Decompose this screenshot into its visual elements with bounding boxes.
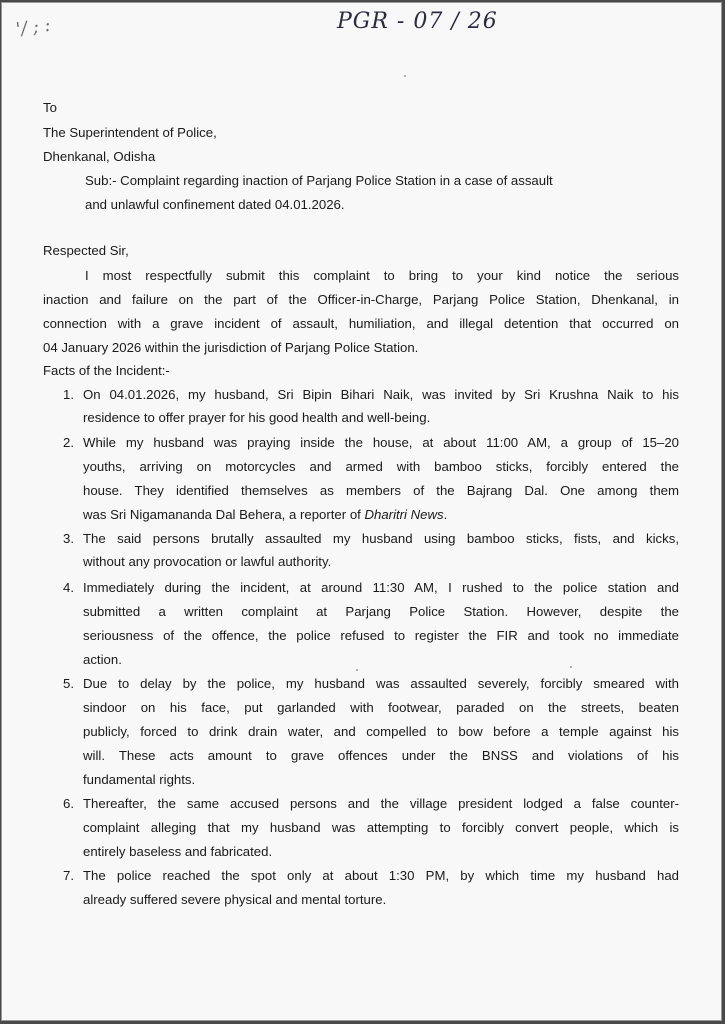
fact-line: publicly, forced to drink drain water, and compelled to bow before a temple against his xyxy=(83,724,679,739)
fact-line: action. xyxy=(83,652,122,667)
fact-line: residence to offer prayer for his good health and well-being. xyxy=(83,410,431,425)
fact-line: entirely baseless and fabricated. xyxy=(83,844,273,859)
fact-number: 5. xyxy=(63,676,74,691)
fact-line-end: . xyxy=(443,507,448,522)
fact-line: already suffered severe physical and mental torture. xyxy=(83,892,387,907)
fact-line: fundamental rights. xyxy=(83,772,196,787)
scanned-letter-page xyxy=(1,2,722,1021)
fact-line: While my husband was praying inside the house, at about 11:00 AM, a group of 15–20 xyxy=(83,435,679,450)
fact-line: without any provocation or lawful authority. xyxy=(83,554,332,569)
fact-line: Thereafter, the same accused persons and the village president lodged a false counter- xyxy=(83,796,679,811)
fact-line: house. They identified themselves as members of the Bajrang Dal. One among them xyxy=(83,483,679,498)
intro-line-1: I most respectfully submit this complaint to bring to your kind notice the serious xyxy=(85,268,679,283)
fact-line-with-italic xyxy=(83,503,679,527)
fact-number: 3. xyxy=(63,531,74,546)
corner-scribble: '/ ; : xyxy=(14,14,52,41)
fact-line: sindoor on his face, put garlanded with footwear, paraded on the streets, beaten xyxy=(83,700,679,715)
fact-number: 6. xyxy=(63,796,74,811)
fact-line: seriousness of the offence, the police refused to register the FIR and took no immediate xyxy=(83,628,679,643)
intro-line-2: inaction and failure on the part of the Officer-in-Charge, Parjang Police Station, Dhenkanal, in xyxy=(43,292,679,307)
subject-line-2: and unlawful confinement dated 04.01.2026. xyxy=(85,197,345,212)
fact-line: youths, arriving on motorcycles and armed with bamboo sticks, forcibly entered the xyxy=(83,459,679,474)
recipient-title: The Superintendent of Police, xyxy=(43,125,217,140)
fact-number: 1. xyxy=(63,387,74,402)
fact-line: On 04.01.2026, my husband, Sri Bipin Bihari Naik, was invited by Sri Krushna Naik to his xyxy=(83,387,679,402)
fact-number: 7. xyxy=(63,868,74,883)
fact-line: complaint alleging that my husband was attempting to forcibly convert people, which is xyxy=(83,820,679,835)
recipient-location: Dhenkanal, Odisha xyxy=(43,149,156,164)
subject-line-1: Sub:- Complaint regarding inaction of Parjang Police Station in a case of assault xyxy=(85,173,553,188)
fact-number: 2. xyxy=(63,435,74,450)
fact-line: The said persons brutally assaulted my husband using bamboo sticks, fists, and kicks, xyxy=(83,531,679,546)
handwritten-reference-number: PGR - 07 / 26 xyxy=(337,9,498,34)
fact-line: submitted a written complaint at Parjang Police Station. However, despite the xyxy=(83,604,679,619)
fact-line: will. These acts amount to grave offences under the BNSS and violations of his xyxy=(83,748,679,763)
fact-number: 4. xyxy=(63,580,74,595)
newspaper-name: Dharitri News xyxy=(364,507,444,522)
fact-line: The police reached the spot only at about 1:30 PM, by which time my husband had xyxy=(83,868,679,883)
greeting: Respected Sir, xyxy=(43,243,129,258)
fact-line: Immediately during the incident, at around 11:30 AM, I rushed to the police station and xyxy=(83,580,679,595)
fact-line: Due to delay by the police, my husband was assaulted severely, forcibly smeared with xyxy=(83,676,679,691)
scan-speck xyxy=(404,75,406,77)
to-label: To xyxy=(43,100,57,115)
fact-line-text: was Sri Nigamananda Dal Behera, a reporter of xyxy=(83,507,365,522)
intro-line-4: 04 January 2026 within the jurisdiction of Parjang Police Station. xyxy=(43,340,419,355)
facts-heading: Facts of the Incident:- xyxy=(43,363,170,378)
intro-line-3: connection with a grave incident of assault, humiliation, and illegal detention that occurred on xyxy=(43,316,679,331)
